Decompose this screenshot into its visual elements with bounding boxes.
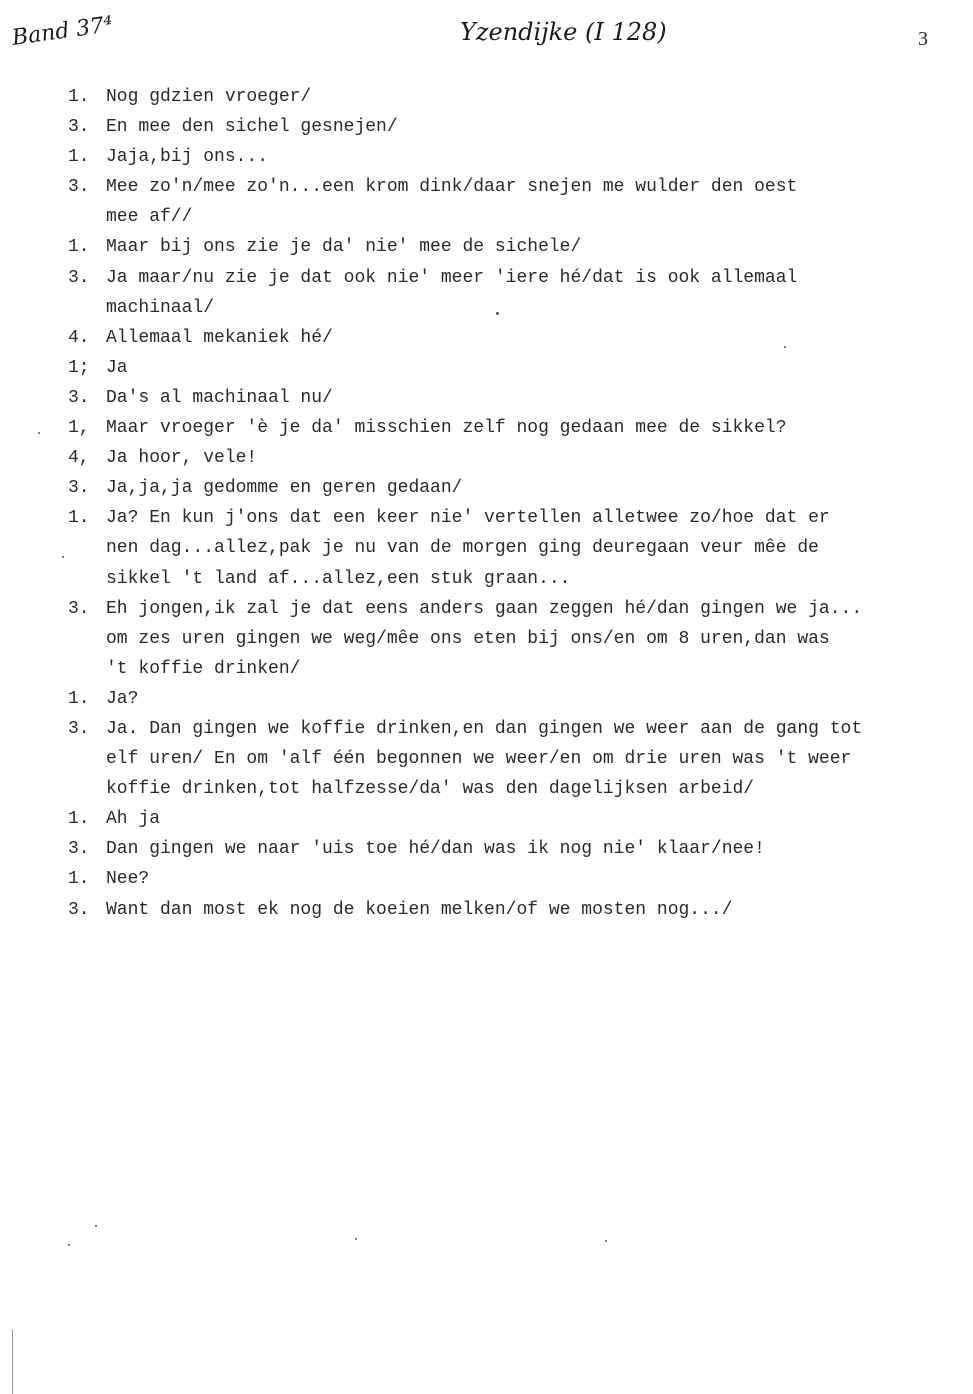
utterance-text: Ja hoor, vele! [106, 448, 258, 469]
utterance-text: Ja? [106, 688, 139, 709]
scan-speck [68, 1244, 70, 1246]
transcript-entry [0, 473, 973, 503]
utterance-text: Eh jongen,ik zal je dat eens anders gaan zeggen hé/dan gingen we ja... om zes uren gingen we weg/mêe ons eten bij ons/en om 8 uren,dan was 't koffie drinken/ [106, 598, 863, 679]
utterance-text: Ja,ja,ja gedomme en geren gedaan/ [106, 478, 463, 499]
speaker-number: 3. [68, 839, 90, 860]
utterance-text: Nee? [106, 869, 150, 890]
transcript-entry [0, 594, 973, 684]
speaker-number: 1. [68, 869, 90, 890]
speaker-number: 1; [68, 357, 90, 378]
utterance-text: Ah ja [106, 809, 161, 830]
speaker-number: 1. [68, 87, 90, 107]
scan-speck [355, 1238, 357, 1240]
transcript-entry [0, 834, 973, 864]
transcript-entry [0, 172, 973, 232]
utterance-text: Mee zo'n/mee zo'n...een krom dink/daar snejen me wulder den oest mee af// [106, 177, 798, 228]
transcript-entry [0, 323, 973, 353]
handwritten-band-note: Band 37⁴ [10, 12, 115, 52]
transcript [0, 82, 973, 925]
transcript-entry [0, 714, 973, 804]
transcript-entry [0, 443, 973, 473]
transcript-entry [0, 804, 973, 834]
scan-speck [95, 1225, 97, 1227]
scan-speck [38, 432, 40, 434]
utterance-text: Ja? En kun j'ons dat een keer nie' vertellen alletwee zo/hoe dat er nen dag...allez,pak je nu van de morgen ging deuregaan veur mêe de sikkel 't land af...allez,een stuk graan... [106, 508, 830, 589]
speaker-number: 3. [68, 387, 90, 408]
utterance-text: Dan gingen we naar 'uis toe hé/dan was ik nog nie' klaar/nee! [106, 839, 765, 860]
speaker-number: 3. [68, 117, 90, 138]
transcript-entry [0, 383, 973, 413]
transcript-entry [0, 263, 973, 323]
transcript-entry [0, 684, 973, 714]
speaker-number: 3. [68, 718, 90, 739]
speaker-number: 3. [68, 899, 90, 920]
utterance-text: Nog gdzien vroeger/ [106, 87, 312, 107]
page-number: 3 [918, 28, 928, 50]
utterance-text: Ja [106, 357, 128, 378]
utterance-text: Jaja,bij ons... [106, 147, 269, 168]
utterance-text: Allemaal mekaniek hé/ [106, 327, 333, 348]
speaker-number: 1, [68, 418, 90, 439]
scan-margin-line [12, 1330, 13, 1394]
scan-speck [784, 346, 786, 348]
transcript-entry [0, 112, 973, 142]
utterance-text: Want dan most ek nog de koeien melken/of we mosten nog.../ [106, 899, 733, 920]
speaker-number: 1. [68, 688, 90, 709]
utterance-text: Maar vroeger 'è je da' misschien zelf nog gedaan mee de sikkel? [106, 418, 787, 439]
speaker-number: 3. [68, 598, 90, 619]
speaker-number: 3. [68, 177, 90, 198]
scan-speck [605, 1240, 607, 1242]
utterance-text: Ja. Dan gingen we koffie drinken,en dan gingen we weer aan de gang tot elf uren/ En om 'alf één begonnen we weer/en om drie uren was 't weer koffie drinken,tot halfzesse/da' was den dagelijksen arbeid/ [106, 718, 863, 800]
speaker-number: 3. [68, 478, 90, 499]
utterance-text: En mee den sichel gesnejen/ [106, 117, 398, 138]
transcript-entry [0, 413, 973, 443]
scan-speck [496, 312, 499, 315]
transcript-entry [0, 864, 973, 894]
transcript-entry [0, 353, 973, 383]
speaker-number: 3. [68, 267, 90, 288]
speaker-number: 1. [68, 508, 90, 529]
speaker-number: 1. [68, 147, 90, 168]
speaker-number: 4. [68, 327, 90, 348]
handwritten-header-title: Yzendijke (I 128) [460, 18, 667, 46]
utterance-text: Da's al machinaal nu/ [106, 387, 333, 408]
transcript-entry [0, 895, 973, 925]
transcript-entry [0, 503, 973, 593]
speaker-number: 1. [68, 237, 90, 258]
speaker-number: 4, [68, 448, 90, 469]
transcript-entry [0, 142, 973, 172]
scan-speck [62, 556, 64, 558]
transcript-entry [0, 82, 973, 112]
utterance-text: Ja maar/nu zie je dat ook nie' meer 'iere hé/dat is ook allemaal machinaal/ [106, 267, 798, 318]
utterance-text: Maar bij ons zie je da' nie' mee de sichele/ [106, 237, 582, 258]
speaker-number: 1. [68, 809, 90, 830]
transcript-entry [0, 232, 973, 262]
